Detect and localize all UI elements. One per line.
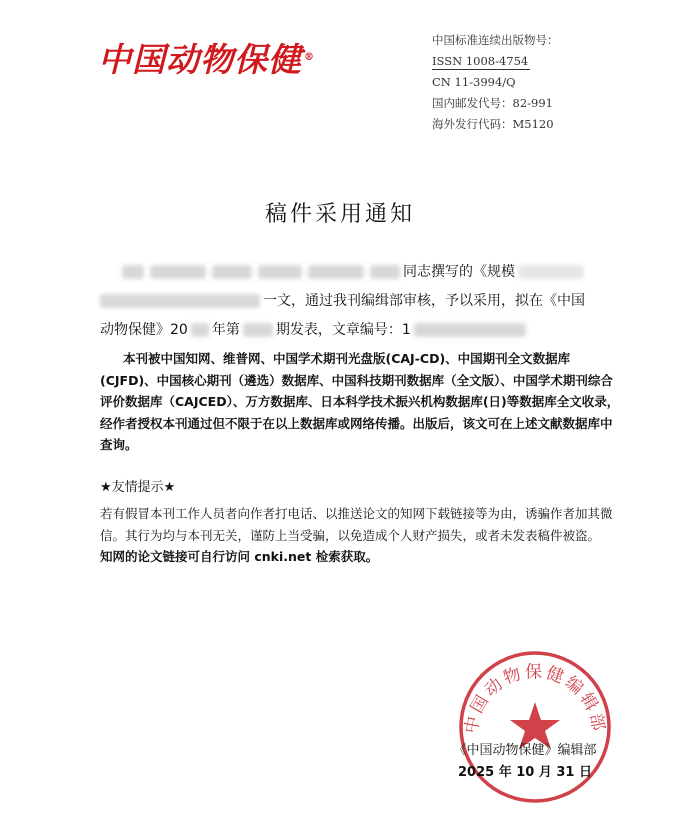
overseas-code: 海外发行代码：M5120 bbox=[432, 117, 554, 131]
letter-line-3-c: 期发表，文章编号：1 bbox=[275, 322, 411, 338]
logo-text: 中国动物保健 bbox=[98, 40, 302, 79]
tips-cnki-note: 知网的论文链接可自行访问 cnki.net 检索获取。 bbox=[100, 549, 379, 564]
redacted-name bbox=[258, 265, 302, 279]
signature-date: 2025 年 10 月 31 日 bbox=[458, 765, 592, 780]
registered-mark: ® bbox=[304, 52, 315, 63]
letter-line-2 bbox=[100, 287, 620, 316]
redacted-name bbox=[212, 265, 252, 279]
signature-block bbox=[420, 740, 630, 784]
redacted-name bbox=[150, 265, 206, 279]
journal-logo bbox=[98, 40, 315, 80]
issn-number: ISSN 1008-4754 bbox=[432, 54, 529, 68]
publication-info bbox=[432, 30, 559, 135]
page-title: 稿件采用通知 bbox=[264, 202, 415, 227]
letter-line-3-b: 年第 bbox=[211, 322, 240, 338]
redacted-name bbox=[122, 265, 144, 279]
letter-line-3 bbox=[100, 316, 620, 345]
indexing-statement: 本刊被中国知网、维普网、中国学术期刊光盘版(CAJ-CD)、中国期刊全文数据库(CJFD)、中国核心期刊（遴选）数据库、中国科技期刊数据库（全文版）、中国学术期刊综合评价数据库（CAJCED）、万方数据库、日本科学技术振兴机构数据库(日)等数据库全文收录，经作者授权本刊通过但不限于在以上数据库或网络传播。出版后，该文可在上述文献数据库中查询。 bbox=[100, 351, 620, 452]
redacted-year bbox=[191, 323, 209, 337]
redacted-article-number bbox=[414, 323, 526, 337]
tips-title: ★友情提示★ bbox=[100, 480, 176, 495]
letter-line-1-text: 同志撰写的《规模 bbox=[403, 264, 515, 280]
tips-warning: 若有假冒本刊工作人员者向作者打电话、以推送论文的知网下载链接等为由，诱骗作者加其微信。其行为均与本刊无关，谨防上当受骗，以免造成个人财产损失，或者未发表稿件被盗。 bbox=[100, 506, 613, 543]
letter-intro bbox=[100, 258, 620, 345]
letter-line-2-text: 一文，通过我刊编缉部审核，予以采用，拟在《中国 bbox=[263, 293, 585, 309]
letter-line-3-a: 动物保健》20 bbox=[100, 322, 188, 338]
redacted-issue bbox=[243, 323, 273, 337]
tips-text bbox=[100, 503, 625, 568]
pub-label: 中国标准连续出版物号： bbox=[432, 33, 559, 47]
redacted-title bbox=[518, 265, 584, 279]
cn-number: CN 11-3994/Q bbox=[432, 75, 516, 89]
signature-org: 《中国动物保健》编辑部 bbox=[453, 743, 597, 758]
svg-text:中国动物保健编辑部: 中国动物保健编辑部 bbox=[461, 662, 609, 736]
domestic-code: 国内邮发代号：82-991 bbox=[432, 96, 553, 110]
redacted-title bbox=[100, 294, 260, 308]
redacted-name bbox=[370, 265, 400, 279]
redacted-name bbox=[308, 265, 364, 279]
letter-line-1 bbox=[100, 258, 620, 287]
